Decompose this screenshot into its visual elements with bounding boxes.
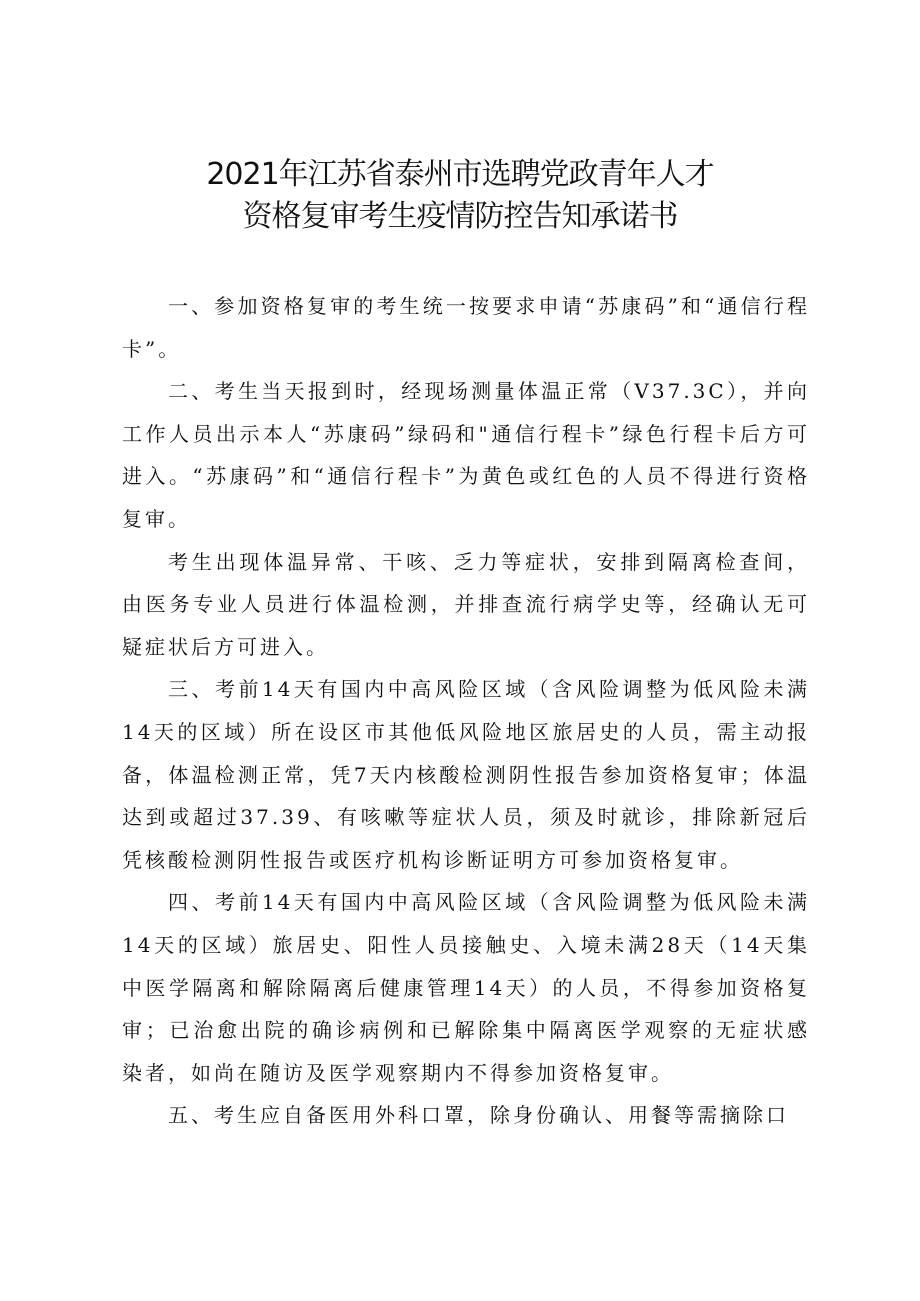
paragraph-5-exclusion-rules: 四、考前14天有国内中高风险区域（含风险调整为低风险未满14天的区域）旅居史、阳性人员接触史、入境未满28天（14天集中医学隔离和解除隔离后健康管理14天）的人员，不得参加资格复审；已治愈出院的确诊病例和已解除集中隔离医学观察的无症状感染者，如尚在随访及医学观察期内不得参加资格复审。 — [122, 890, 810, 1085]
document-title-line-2: 资格复审考生疫情防控告知承诺书 — [242, 199, 678, 234]
paragraph-4-low-risk-travel: 三、考前14天有国内中高风险区域（含风险调整为低风险未满14天的区域）所在设区市其他低风险地区旅居史的人员，需主动报备，体温检测正常，凭7天内核酸检测阴性报告参加资格复审；体温达到或超过37.39、有咳嗽等症状人员，须及时就诊，排除新冠后凭核酸检测阴性报告或医疗机构诊断证明方可参加资格复审。 — [122, 677, 810, 872]
paragraph-2-arrival-check: 二、考生当天报到时，经现场测量体温正常（V37.3C），并向工作人员出示本人“苏康码”绿码和"通信行程卡”绿色行程卡后方可进入。“苏康码”和“通信行程卡”为黄色或红色的人员不得进行资格复审。 — [122, 379, 810, 531]
document-title-line-1: 2021年江苏省泰州市选聘党政青年人才 — [206, 157, 714, 192]
paragraph-1-health-code: 一、参加资格复审的考生统一按要求申请“苏康码”和“通信行程卡”。 — [122, 294, 810, 361]
document-body — [122, 285, 810, 1137]
paragraph-6-mask-requirement: 五、考生应自备医用外科口罩，除身份确认、用餐等需摘除口 — [168, 1103, 789, 1128]
paragraph-3-symptom-handling: 考生出现体温异常、干咳、乏力等症状，安排到隔离检查间，由医务专业人员进行体温检测，并排查流行病学史等，经确认无可疑症状后方可进入。 — [122, 549, 810, 659]
